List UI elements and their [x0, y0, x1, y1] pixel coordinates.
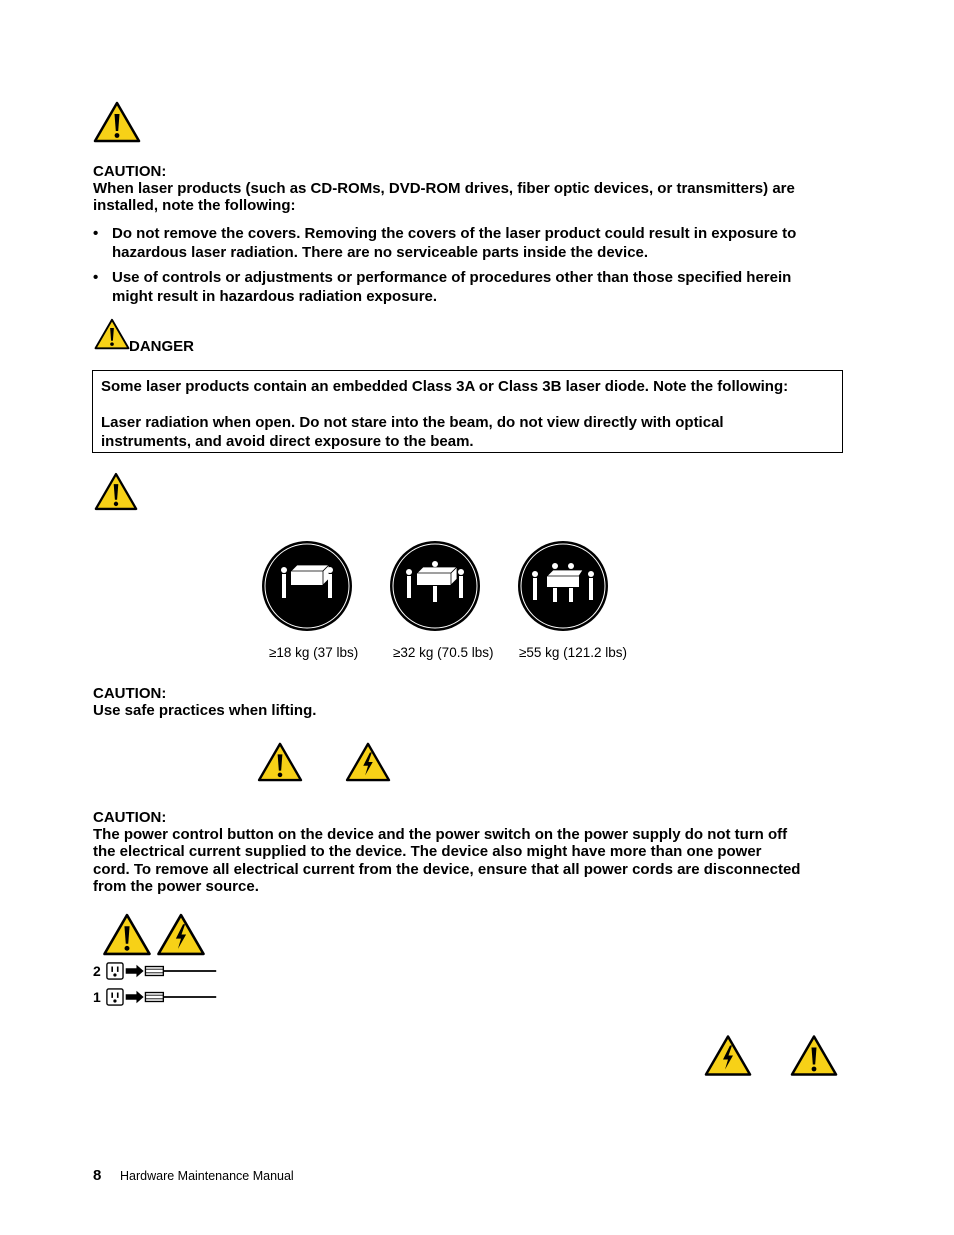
weight-label: ≥18 kg (37 lbs)	[269, 645, 359, 660]
danger-box-line3: instruments, and avoid direct exposure to the beam.	[101, 433, 474, 450]
laser-bullet-line: might result in hazardous radiation exposure.	[112, 288, 438, 305]
outlet-plug-icon	[106, 987, 218, 1007]
danger-box-line1: Some laser products contain an embedded Class 3A or Class 3B laser diode. Note the following:	[101, 378, 789, 395]
four-person-lift-icon	[517, 540, 609, 632]
cord-label-2: 2	[93, 963, 101, 979]
lifting-caution-text: Use safe practices when lifting.	[93, 702, 317, 719]
lifting-caution-heading: CAUTION:	[93, 685, 167, 702]
power-caution-line: the electrical current supplied to the device. The device also might have more than one power	[93, 843, 762, 860]
warning-triangle-icon	[93, 101, 141, 143]
warning-triangle-icon	[790, 1034, 838, 1077]
warning-triangle-icon	[94, 318, 130, 350]
warning-triangle-icon	[102, 913, 152, 956]
three-person-lift-icon	[389, 540, 481, 632]
weight-label: ≥55 kg (121.2 lbs)	[519, 645, 627, 660]
bullet-dot: •	[93, 269, 99, 286]
two-person-lift-icon	[261, 540, 353, 632]
high-voltage-icon	[704, 1034, 752, 1077]
laser-bullet-line: hazardous laser radiation. There are no serviceable parts inside the device.	[112, 244, 649, 261]
laser-caution-intro-line1: When laser products (such as CD-ROMs, DVD-ROM drives, fiber optic devices, or transmitters) are	[93, 180, 795, 197]
weight-label: ≥32 kg (70.5 lbs)	[393, 645, 494, 660]
power-caution-heading: CAUTION:	[93, 809, 167, 826]
laser-caution-heading: CAUTION:	[93, 163, 167, 180]
power-caution-line: The power control button on the device and the power switch on the power supply do not turn off	[93, 826, 788, 843]
laser-bullet-line: Do not remove the covers. Removing the covers of the laser product could result in exposure to	[112, 225, 797, 242]
danger-box	[92, 370, 843, 453]
warning-triangle-icon	[257, 742, 303, 782]
page-number: 8	[93, 1167, 102, 1184]
danger-label: DANGER	[129, 338, 195, 355]
bullet-dot: •	[93, 225, 99, 242]
outlet-plug-icon	[106, 961, 218, 981]
power-caution-line: cord. To remove all electrical current from the device, ensure that all power cords are disconnected	[93, 861, 801, 878]
cord-label-1: 1	[93, 989, 101, 1005]
laser-caution-intro-line2: installed, note the following:	[93, 197, 296, 214]
laser-bullet-line: Use of controls or adjustments or performance of procedures other than those specified herein	[112, 269, 792, 286]
warning-triangle-icon	[94, 472, 138, 511]
danger-box-line2: Laser radiation when open. Do not stare into the beam, do not view directly with optical	[101, 414, 724, 431]
power-caution-line: from the power source.	[93, 878, 259, 895]
high-voltage-icon	[345, 742, 391, 782]
footer-title: Hardware Maintenance Manual	[120, 1169, 294, 1183]
high-voltage-icon	[156, 913, 206, 956]
